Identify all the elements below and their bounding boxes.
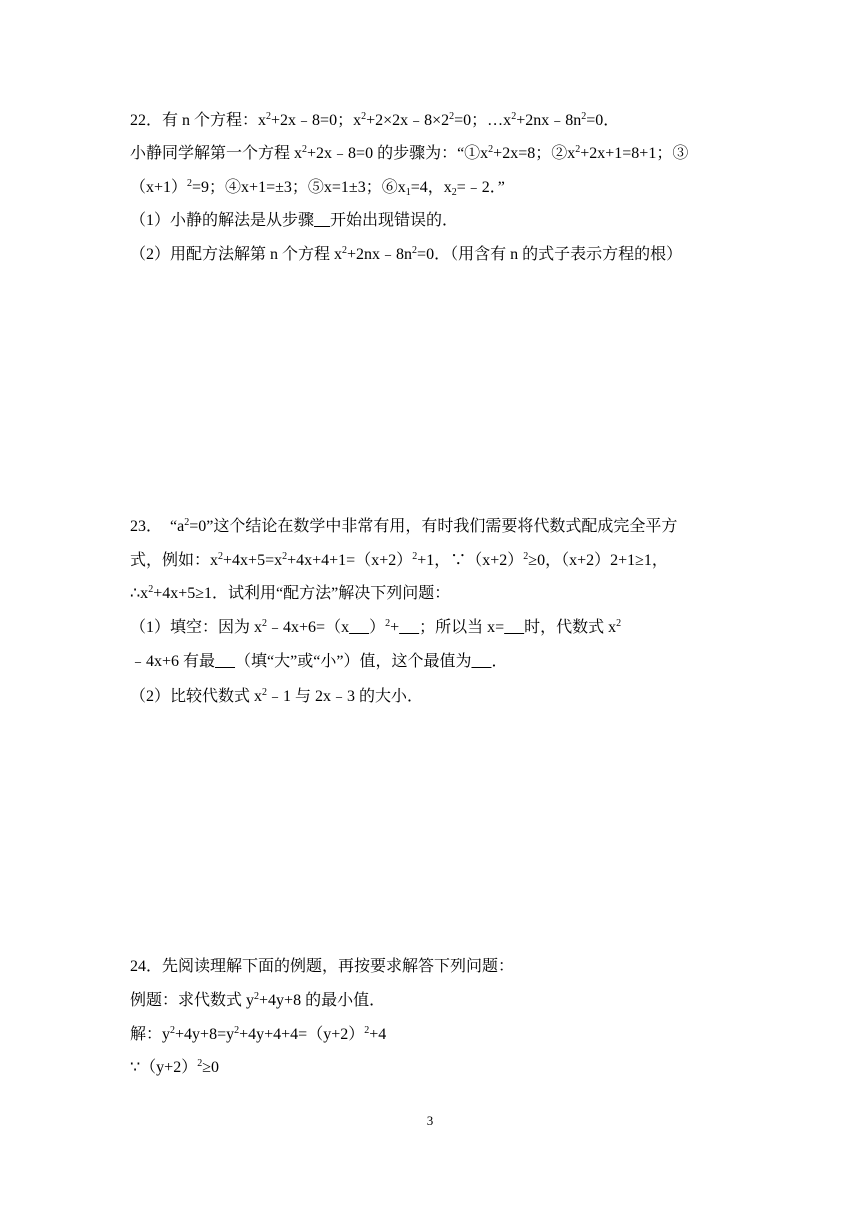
page-number: 3 — [426, 1113, 434, 1128]
q23-line-5: ﹣4x+6 有最 （填“大”或“小”）值，这个最值为 ． — [130, 653, 508, 670]
q22-line-2: 小静同学解第一个方程 $x^2+2x﹣8=0$ 的步骤为：“$①x^2+2x=8$；$②x^2+2x+1=8+1$；③ — [130, 144, 689, 162]
q23-line-3: $\therefore x^2+4x+5\ge 1$．试利用“配方法”解决下列问题： — [130, 584, 451, 602]
q24-line-2: 例题：求代数式 $y^2+4y+8$ 的最小值． — [130, 991, 386, 1009]
q23-line-1: 23． “$a^2=0$”这个结论在数学中非常有用，有时我们需要将代数式配成完全平方 — [130, 517, 678, 535]
q22-line-1: 22．有 n 个方程：$x^2+2x﹣8=0$；$x^2+2\times 2x﹣8\times 2^2=0$；$\dots x^2+2nx﹣8n^2=0$． — [130, 111, 620, 129]
q22-line-4: （1）小静的解法是从步骤 开始出现错误的． — [130, 212, 459, 229]
q24-line-1: 24．先阅读理解下面的例题，再按要求解答下列问题： — [130, 958, 515, 975]
q22-line-3: $(x+1)^2=9$；④x+1=±3；⑤x=1±3；$⑥x_1=4$，$x_2=﹣2$．” — [130, 178, 505, 198]
q23-line-4: （1）填空：因为 $x^2﹣4x+6=(x$ ）$^2$+ ；所以当 x= 时，代数式 $x^2$ — [130, 618, 622, 636]
q22-line-5: （2）用配方法解第 n 个方程 $x^2+2nx﹣8n^2=0$．（用含有 n 的式子表示方程的根） — [130, 245, 683, 263]
q24-line-4: $\because(y+2)^2\ge 0$ — [130, 1058, 219, 1076]
q23-line-6: （2）比较代数式 $x^2﹣1$ 与 2x﹣3 的大小． — [130, 687, 424, 705]
q23-line-2: 式，例如：$x^2+4x+5=x^2+4x+4+1=(x+2)^2+1$，$\because(x+2)^2\ge 0$，（x+2）2+1≥1， — [130, 551, 668, 569]
q24-line-3: 解：$y^2+4y+8=y^2+4y+4+4=(y+2)^2+4$ — [130, 1025, 387, 1043]
